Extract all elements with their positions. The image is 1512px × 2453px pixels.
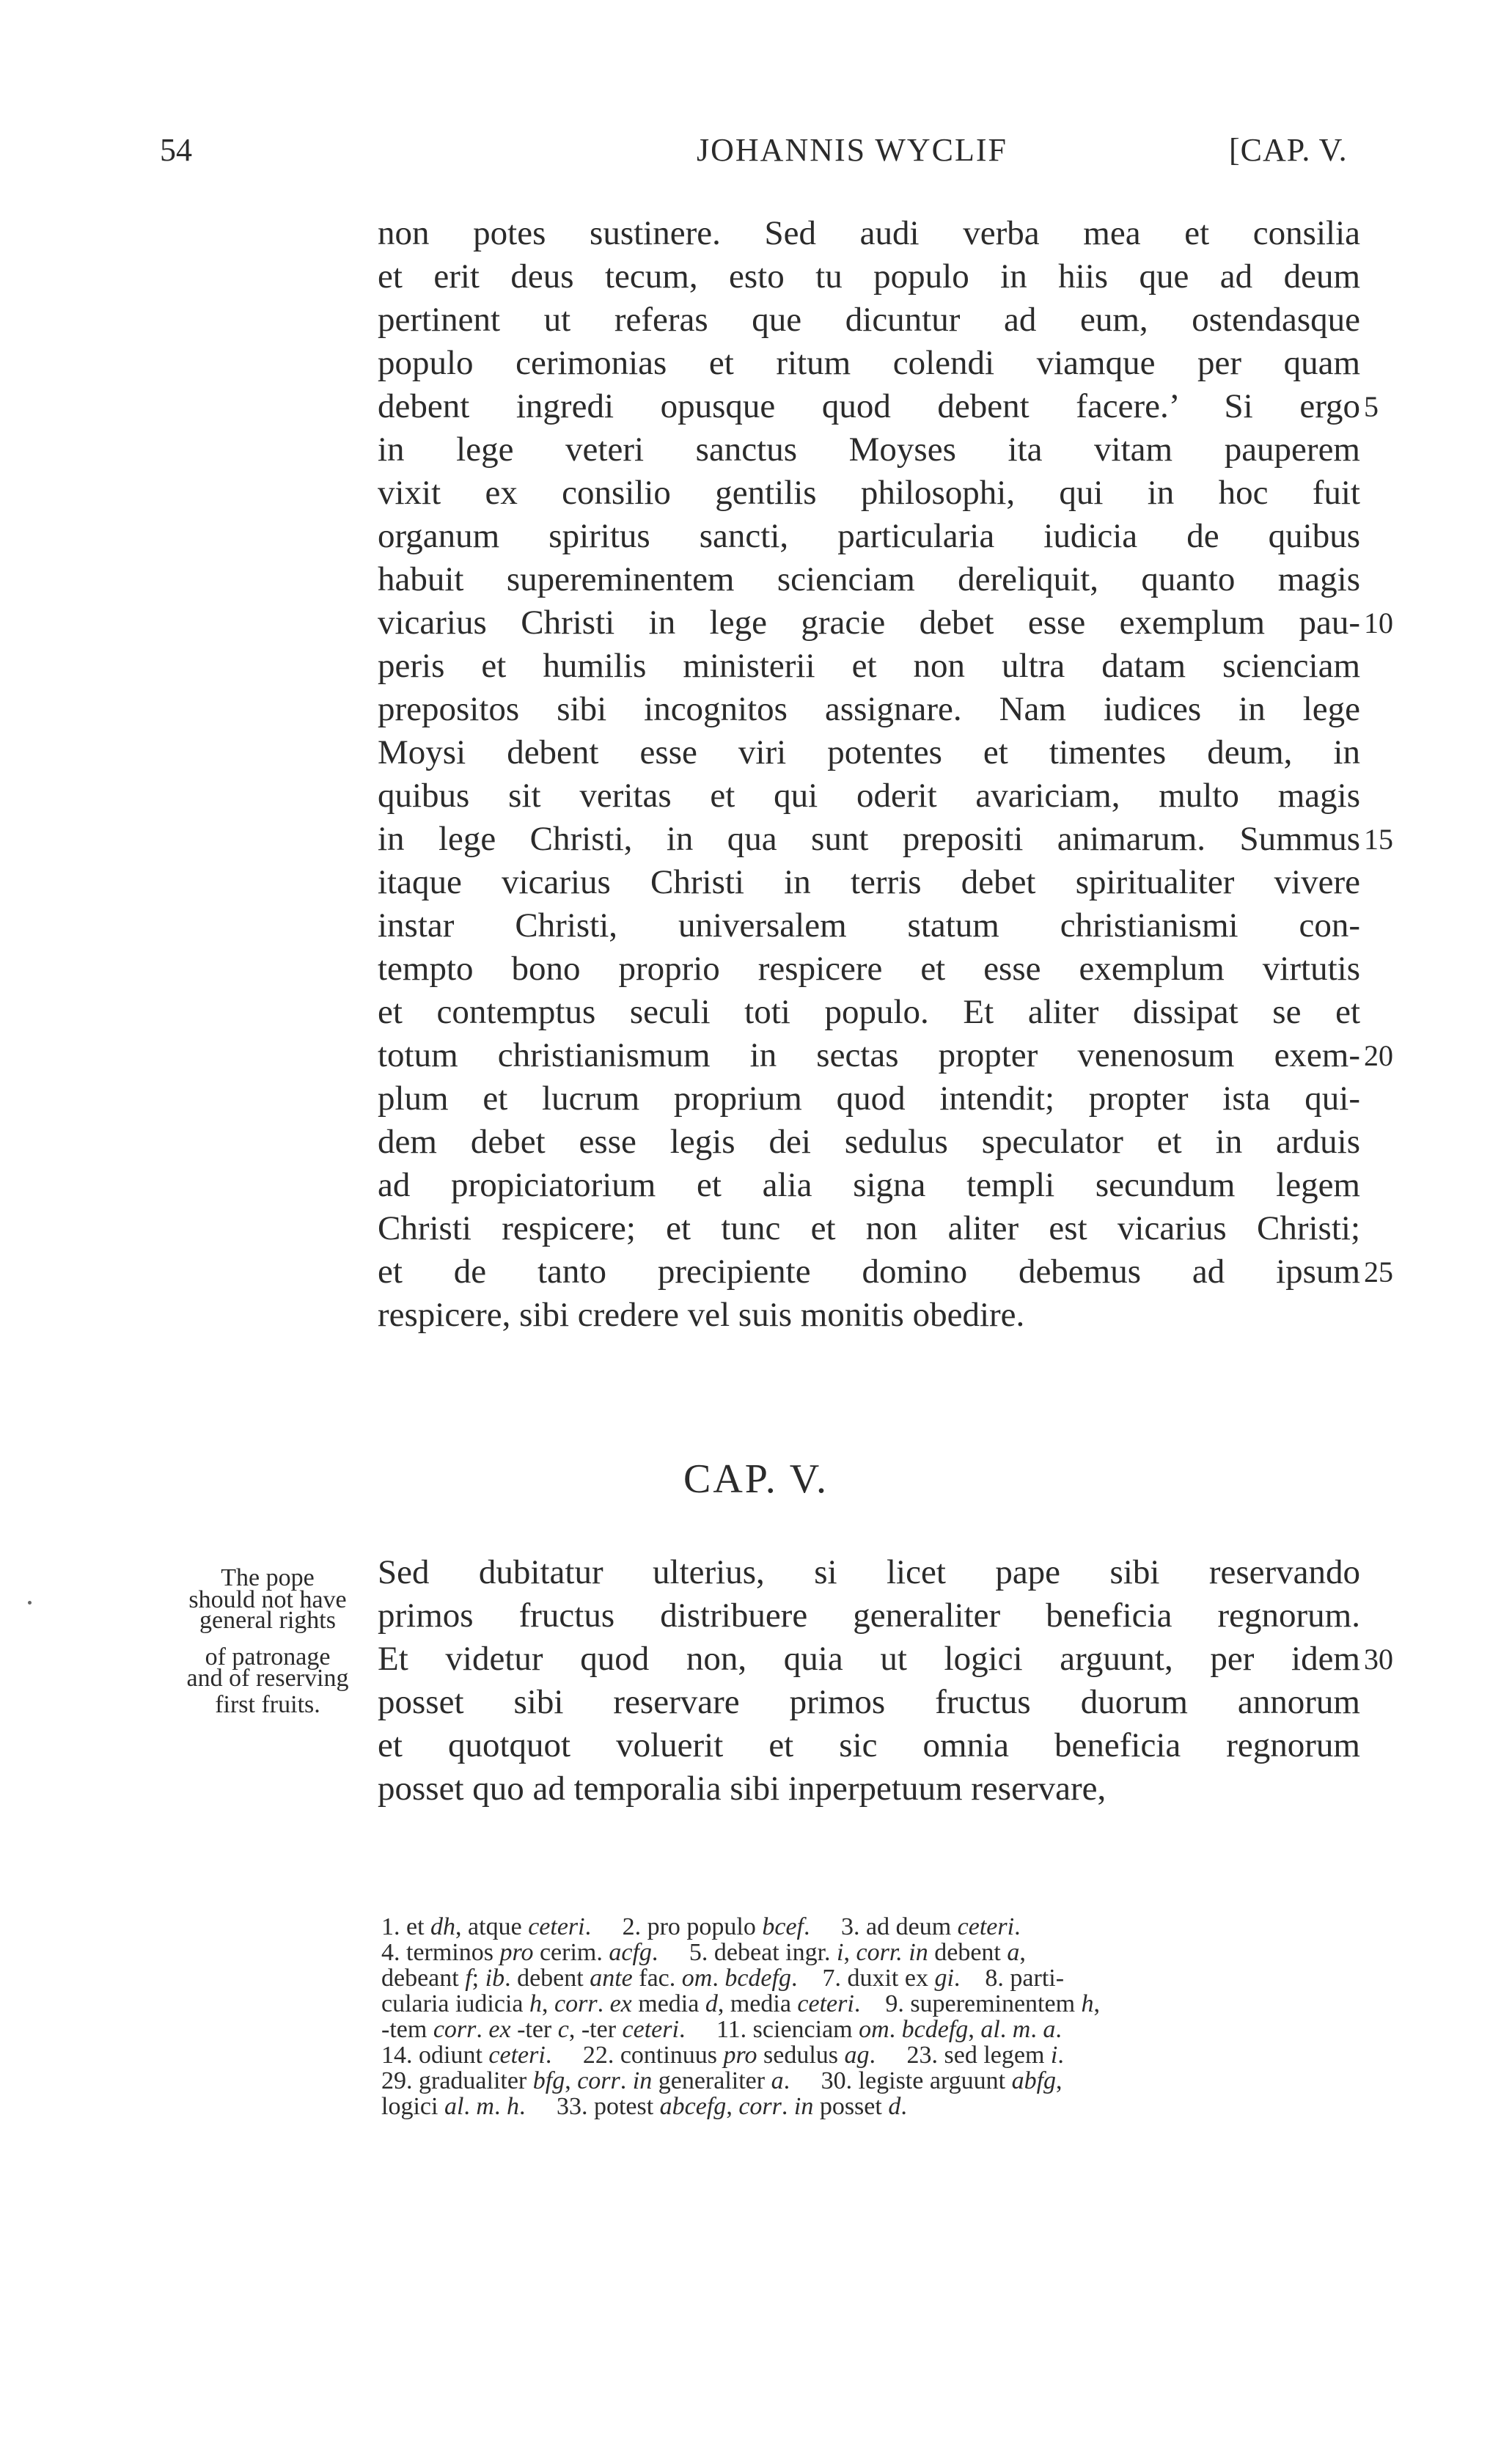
footnote-line: 4. terminos pro cerim. acfg. 5. debeat ingr. i, corr. in debent a, — [381, 1939, 1026, 1966]
text-line: primos fructus distribuere generaliter beneficia regnorum. — [378, 1596, 1360, 1635]
text-line: totum christianismum in sectas propter venenosum exem- — [378, 1036, 1360, 1074]
text-line: peris et humilis ministerii et non ultra datam scienciam — [378, 647, 1360, 685]
text-line: in lege Christi, in qua sunt prepositi animarum. Summus — [378, 820, 1360, 858]
text-line: instar Christi, universalem statum christianismi con- — [378, 906, 1360, 945]
text-line: et quotquot voluerit et sic omnia beneficia regnorum — [378, 1726, 1360, 1764]
text-line: prepositos sibi incognitos assignare. Nam iudices in lege — [378, 690, 1360, 728]
text-line: debent ingredi opusque quod debent facere.’ Si ergo — [378, 387, 1360, 425]
marginal-note-line: first fruits. — [215, 1691, 320, 1718]
footnote-line: logici al. m. h. 33. potest abcefg, corr. in posset d. — [381, 2093, 907, 2120]
marginal-note-line: general rights — [199, 1607, 336, 1634]
text-line: Sed dubitatur ulterius, si licet pape sibi reservando — [378, 1553, 1360, 1591]
text-line: et contemptus seculi toti populo. Et aliter dissipat se et — [378, 993, 1360, 1031]
text-line: tempto bono proprio respicere et esse exemplum virtutis — [378, 950, 1360, 988]
text-line: non potes sustinere. Sed audi verba mea et consilia — [378, 214, 1360, 252]
text-line: Moysi debent esse viri potentes et timentes deum, in — [378, 733, 1360, 771]
text-line: habuit supereminentem scienciam dereliquit, quanto magis — [378, 560, 1360, 598]
text-line: in lege veteri sanctus Moyses ita vitam pauperem — [378, 430, 1360, 469]
text-line: itaque vicarius Christi in terris debet spiritualiter vivere — [378, 863, 1360, 901]
text-line: Christi respicere; et tunc et non aliter est vicarius Christi; — [378, 1209, 1360, 1247]
text-line: dem debet esse legis dei sedulus speculator et in arduis — [378, 1123, 1360, 1161]
text-line: posset sibi reservare primos fructus duorum annorum — [378, 1683, 1360, 1721]
text-line: vixit ex consilio gentilis philosophi, qui in hoc fuit — [378, 474, 1360, 512]
marginal-note-line: The pope — [221, 1564, 315, 1591]
page-number: 54 — [160, 132, 192, 168]
margin-mark — [28, 1601, 32, 1605]
footnote-line: 1. et dh, atque ceteri. 2. pro populo bcef. 3. ad deum ceteri. — [381, 1913, 1021, 1940]
line-number: 15 — [1364, 823, 1393, 856]
text-line: vicarius Christi in lege gracie debet esse exemplum pau- — [378, 604, 1360, 642]
line-number: 20 — [1364, 1039, 1393, 1072]
footnote-line: 14. odiunt ceteri. 22. continuus pro sedulus ag. 23. sed legem i. — [381, 2042, 1064, 2069]
line-number: 30 — [1364, 1643, 1393, 1676]
marginal-note-line: of patronage — [205, 1643, 331, 1671]
text-line: Et videtur quod non, quia ut logici arguunt, per idem — [378, 1640, 1360, 1678]
footnote-line: debeant f; ib. debent ante fac. om. bcdefg. 7. duxit ex gi. 8. parti- — [381, 1965, 1065, 1992]
text-line: plum et lucrum proprium quod intendit; propter ista qui- — [378, 1079, 1360, 1118]
text-line: populo cerimonias et ritum colendi viamque per quam — [378, 344, 1360, 382]
text-line: et erit deus tecum, esto tu populo in hiis que ad deum — [378, 257, 1360, 296]
text-line: ad propiciatorium et alia signa templi secundum legem — [378, 1166, 1360, 1204]
line-number: 5 — [1364, 390, 1379, 423]
text-line: et de tanto precipiente domino debemus ad ipsum — [378, 1253, 1360, 1291]
marginal-note-line: should not have — [188, 1586, 347, 1613]
text-line: quibus sit veritas et qui oderit avariciam, multo magis — [378, 777, 1360, 815]
chapter-heading: CAP. V. — [683, 1456, 829, 1502]
chapter-reference: [CAP. V. — [1229, 132, 1348, 168]
text-line: respicere, sibi credere vel suis monitis obedire. — [378, 1296, 1025, 1334]
marginal-note-line: and of reserving — [186, 1665, 349, 1692]
footnote-line: 29. gradualiter bfg, corr. in generaliter a. 30. legiste arguunt abfg, — [381, 2067, 1063, 2094]
line-number: 25 — [1364, 1255, 1393, 1288]
footnote-line: cularia iudicia h, corr. ex media d, media ceteri. 9. supereminentem h, — [381, 1990, 1101, 2017]
text-line: organum spiritus sancti, particularia iudicia de quibus — [378, 517, 1360, 555]
text-line: pertinent ut referas que dicuntur ad eum, ostendasque — [378, 301, 1360, 339]
line-number: 10 — [1364, 606, 1393, 639]
text-line: posset quo ad temporalia sibi inperpetuum reservare, — [378, 1770, 1107, 1808]
running-title: JOHANNIS WYCLIF — [697, 132, 1008, 168]
footnote-line: -tem corr. ex -ter c, -ter ceteri. 11. scienciam om. bcdefg, al. m. a. — [381, 2016, 1062, 2043]
